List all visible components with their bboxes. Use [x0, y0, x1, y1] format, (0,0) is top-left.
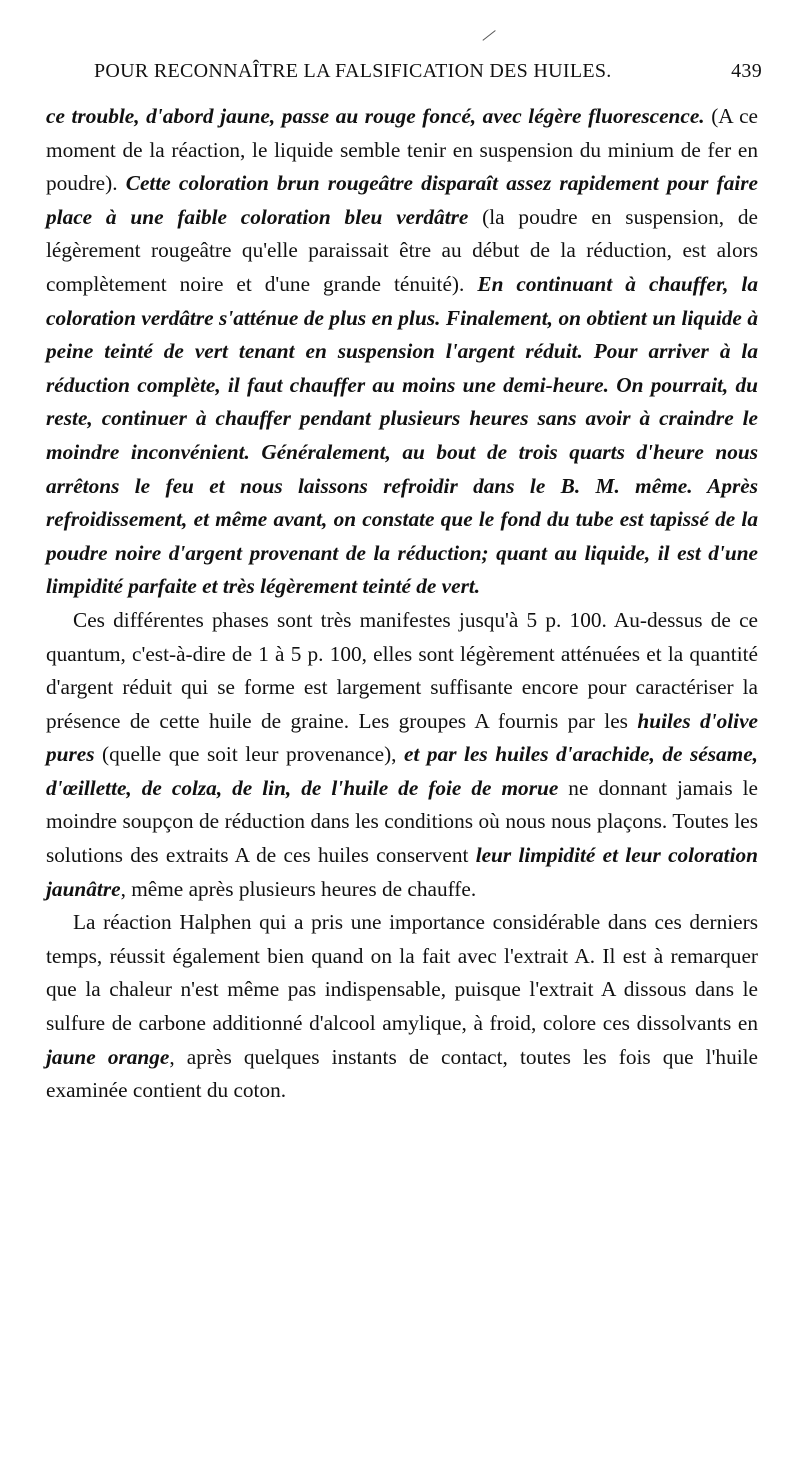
roman-text: , après quelques instants de contact, toutes les fois que l'huile examinée contient du coton.	[46, 1044, 758, 1103]
italic-text: et par les huiles d'arachide, de sésame, d'œillette, de colza, de lin, de l'huile de foie de morue	[46, 742, 758, 800]
roman-text: (quelle que soit leur provenance),	[94, 742, 405, 767]
italic-text: ce trouble, d'abord jaune, passe au rouge foncé, avec légère fluorescence.	[46, 104, 705, 128]
paragraph	[46, 100, 758, 604]
roman-text: La réaction Halphen qui a pris une importance considérable dans ces derniers temps, réussit également bien quand on la fait avec l'extrait A. Il est à remarquer que la chaleur n'est même pas indispensable, puisque l'extrait A dissous dans le sulfure de carbone additionné d'alcool amylique, à froid, colore ces dissolvants en	[46, 910, 758, 1036]
roman-text: (A ce moment de la réaction, le liquide semble tenir en suspension du minium de fer en poudre).	[46, 104, 758, 196]
italic-text: En continuant à chauffer, la coloration verdâtre s'atténue de plus en plus. Finalement, on obtient un liquide à peine teinté de vert tenant en suspension l'argent réduit. Pour arriver à la réduction complète, il faut chauffer au moins une demi-heure. On pourrait, du reste, continuer à chauffer pendant plusieurs heures sans avoir à craindre le moindre inconvénient. Généralement, au bout de trois quarts d'heure nous arrêtons le feu et nous laissons refroidir dans le B. M. même. Après refroidissement, et même avant, on constate que le fond du tube est tapissé de la poudre noire d'argent provenant de la réduction; quant au liquide, il est d'une limpidité parfaite et très légèrement teinté de vert.	[46, 271, 759, 599]
page-number: 439	[731, 60, 762, 82]
italic-text: leur limpidité et leur coloration jaunâtre	[46, 843, 759, 901]
roman-text: ne donnant jamais le moindre soupçon de réduction dans les conditions où nous nous plaçons. Toutes les solutions des extraits A de ces huiles conservent	[46, 775, 758, 868]
roman-text: (la poudre en suspension, de légèrement rougeâtre qu'elle paraissait être au début de la réduction, est alors complètement noire et d'une grande ténuité).	[46, 204, 758, 296]
paragraph	[46, 906, 758, 1108]
running-header	[94, 60, 762, 83]
italic-text: huiles d'olive pures	[46, 708, 759, 767]
body-text	[46, 100, 758, 1108]
roman-text: Ces différentes phases sont très manifestes jusqu'à 5 p. 100. Au-dessus de ce quantum, c'est-à-dire de 1 à 5 p. 100, elles sont légèrement atténuées et la quantité d'argent réduit qui se forme est largement suffisante encore pour caractériser la présence de cette huile de graine. Les groupes A fournis par les	[46, 607, 758, 733]
italic-text: Cette coloration brun rougeâtre disparaît assez rapidement pour faire place à une faible coloration bleu verdâtre	[46, 171, 758, 229]
ink-mark	[476, 22, 495, 41]
roman-text: , même après plusieurs heures de chauffe.	[120, 876, 477, 901]
running-title: POUR RECONNAÎTRE LA FALSIFICATION DES HUILES.	[94, 60, 612, 82]
italic-text: jaune orange	[46, 1044, 170, 1069]
paragraph	[46, 604, 758, 906]
